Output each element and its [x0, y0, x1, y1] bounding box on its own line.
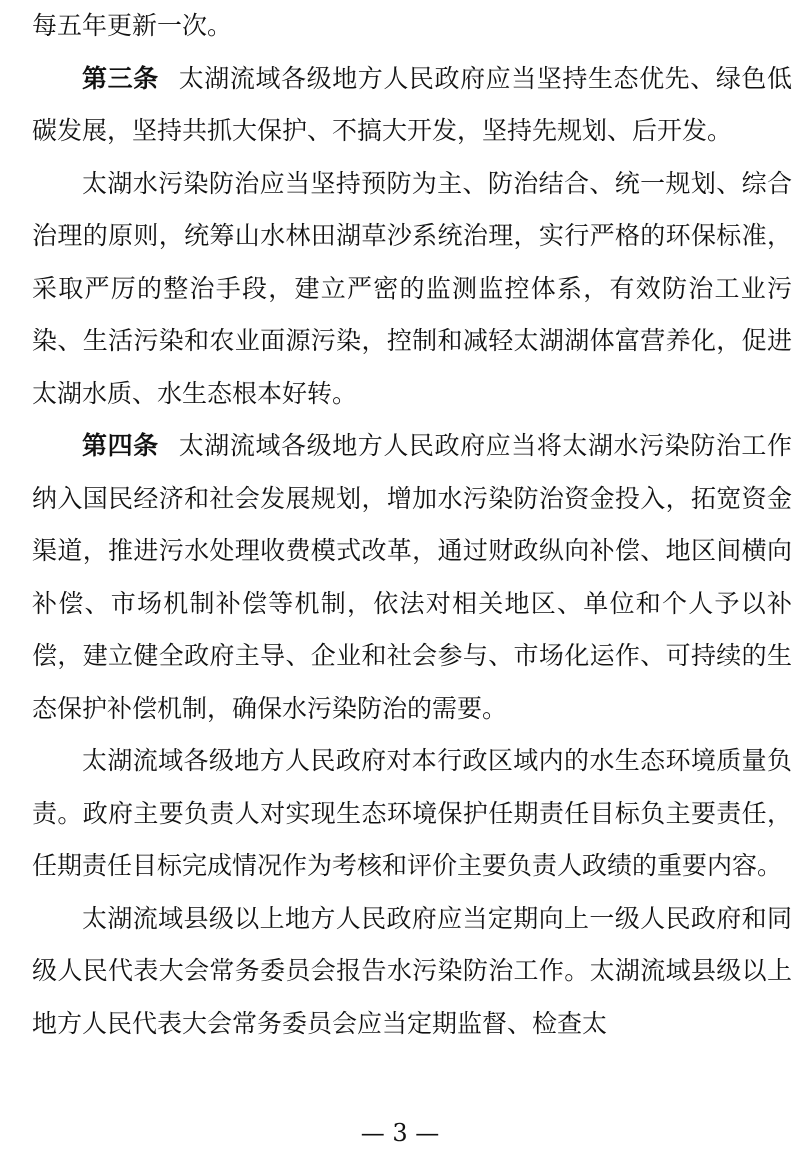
article-title: 第四条 [82, 431, 159, 460]
paragraph-text: 太湖流域县级以上地方人民政府应当定期向上一级人民政府和同级人民代表大会常务委员会报告水污染防治工作。太湖流域县级以上地方人民代表大会常务委员会应当定期监督、检查太 [32, 903, 792, 1038]
article-title: 第三条 [82, 63, 159, 93]
paragraph-text: 太湖流域各级地方人民政府应当坚持生态优先、绿色低碳发展，坚持共抓大保护、不搞大开发，坚持先规划、后开发。 [32, 63, 792, 145]
paragraph-text: 太湖水污染防治应当坚持预防为主、防治结合、统一规划、综合治理的原则，统筹山水林田湖草沙系统治理，实行严格的环保标准，采取严厉的整治手段，建立严密的监测监控体系，有效防治工业污染、生活污染和农业面源污染，控制和减轻太湖湖体富营养化，促进太湖水质、水生态根本好转。 [32, 168, 792, 408]
article-4-paragraph [32, 420, 792, 735]
paragraph-text: 每五年更新一次。 [32, 11, 233, 40]
paragraph-continuation [32, 0, 792, 53]
document-body [32, 0, 792, 1050]
paragraph [32, 735, 792, 893]
page-number: — 3 — [360, 1119, 440, 1147]
paragraph-text: 太湖流域各级地方人民政府应当将太湖水污染防治工作纳入国民经济和社会发展规划，增加水污染防治资金投入，拓宽资金渠道，推进污水处理收费模式改革，通过财政纵向补偿、地区间横向补偿、市场机制补偿等机制，依法对相关地区、单位和个人予以补偿，建立健全政府主导、企业和社会参与、市场化运作、可持续的生态保护补偿机制，确保水污染防治的需要。 [32, 431, 792, 723]
article-3-paragraph [32, 53, 792, 158]
paragraph [32, 893, 792, 1051]
paragraph-text: 太湖流域各级地方人民政府对本行政区域内的水生态环境质量负责。政府主要负责人对实现生态环境保护任期责任目标负主要责任，任期责任目标完成情况作为考核和评价主要负责人政绩的重要内容。 [32, 746, 792, 880]
paragraph [32, 158, 792, 421]
